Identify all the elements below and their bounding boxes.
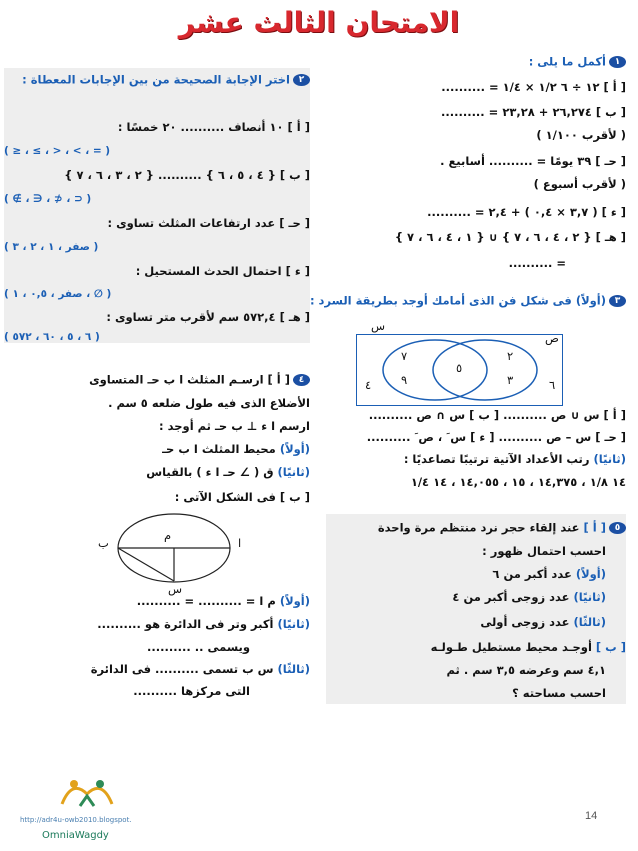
q1-number: ١ — [609, 56, 626, 68]
q5-second: (ثانيًا) عدد زوجى أكبر من ٤ — [452, 590, 606, 604]
q5-a2: احسب احتمال ظهور : — [482, 544, 606, 558]
q4-iii: (ثالثًا) س ب تسمى .......... فى الدائرة — [90, 662, 310, 676]
q2-number: ٢ — [293, 74, 310, 86]
q2-c-options: ( صفر ، ١ ، ٢ ، ٣ ) — [4, 241, 99, 253]
q3-row2: [ حـ ] س – ص .......... [ ء ] س َ ، ص َ .......... — [366, 430, 626, 444]
q4-i: (أولاً) م ا = .......... = .......... — [136, 594, 310, 608]
left-column — [4, 68, 310, 708]
q1-heading: ١أكمل ما يلى : — [529, 56, 626, 68]
footer-url[interactable]: http://adr4u-owb2010.blogspot. — [20, 816, 132, 824]
venn-outer-left: ٤ — [365, 378, 372, 392]
q4-b: [ ب ] فى الشكل الآتى : — [174, 490, 310, 504]
q1-d: [ ء ] ( ٣,٧ × ٠,٤ ) + ٢,٤ = .......... — [427, 205, 626, 219]
q5-third: (ثالثًا) عدد زوجى أولى — [480, 615, 606, 629]
venn-left-1: ٧ — [401, 349, 408, 363]
q4-a2: الأضلاع الذى فيه طول ضلعه ٥ سم . — [108, 396, 310, 410]
venn-left-2: ٩ — [401, 373, 408, 387]
q5-number: ٥ — [609, 522, 626, 534]
point-a-label: ا — [238, 536, 242, 550]
q3-row1: [ أ ] س ∪ ص .......... [ ب ] س ∩ ص .......... — [368, 408, 626, 422]
q3-second-values: ١٤ ١/٨ ، ١٤,٣٧٥ ، ١٥ ، ١٤,٠٥٥ ، ١٤ ١/٤ — [410, 475, 626, 489]
q1-b-note: ( لأقرب ١/١٠٠ ) — [536, 128, 626, 142]
point-m-label: م — [164, 528, 172, 542]
q2-b: [ ب ] { ٤ ، ٥ ، ٦ } .......... { ٢ ، ٣ ، ٦ ، ٧ } — [64, 168, 310, 182]
q2-box — [4, 68, 310, 343]
q2-e-options: ( ٦ ، ٥ ، ٦٠ ، ٥٧٢ ) — [4, 331, 100, 343]
q2-a: [ أ ] ١٠ أنصاف .......... ٢٠ خمسًا : — [117, 120, 310, 134]
q1-e2: = .......... — [508, 256, 566, 270]
q3-number: ٣ — [609, 295, 626, 307]
q2-e: [ هـ ] ٥٧٢,٤ سم لأقرب متر تساوى : — [106, 310, 310, 324]
logo-icon — [52, 774, 122, 814]
venn-label-s: س — [371, 319, 386, 333]
q5-a: ٥[ أ ] عند إلقاء حجر نرد منتظم مرة واحدة — [378, 522, 626, 534]
q3-second: (ثانيًا) رتب الأعداد الآتية ترتيبًا تصاعديًا : — [403, 452, 626, 466]
q5-b3: احسب مساحته ؟ — [512, 686, 606, 700]
venn-diagram — [356, 319, 563, 406]
venn-right-1: ٢ — [507, 349, 514, 363]
set-s-circle — [383, 340, 487, 400]
footer-name: OmniaWagdy — [42, 830, 109, 841]
q5-b: [ ب ] أوجـد محيط مستطيل طـولـه — [430, 640, 626, 654]
q4-first: (أولاً) محيط المثلث ا ب حـ — [162, 442, 310, 456]
point-s-label: س — [168, 582, 183, 596]
q1-e: [ هـ ] { ٢ ، ٤ ، ٦ ، ٧ } ∪ { ١ ، ٤ ، ٦ ، ٧ } — [394, 230, 626, 244]
q3-heading: ٣(أولاً) فى شكل فن الذى أمامك أوجد بطريقة السرد : — [310, 295, 626, 307]
circle-figure — [98, 508, 242, 596]
q5-b2: ٤,١ سم وعرضه ٣,٥ سم . ثم — [446, 663, 606, 677]
footer-logo — [20, 774, 150, 848]
q4-a3: ارسم ا ء ⊥ ب حـ ثم أوجد : — [159, 419, 310, 433]
chord-line — [118, 548, 174, 581]
q2-d-options: ( ∅ ، صفر ، ٠,٥ ، ١ ) — [4, 288, 112, 300]
q4-iii2: التى مركزها .......... — [133, 684, 250, 698]
venn-outer-right: ٦ — [549, 378, 556, 392]
point-b-label: ب — [98, 536, 109, 550]
q4-number: ٤ — [293, 374, 310, 386]
venn-label-p: ص — [545, 331, 559, 345]
q2-d: [ ء ] احتمال الحدث المستحيل : — [135, 264, 310, 278]
right-column — [309, 52, 626, 702]
q4-a: ٤[ أ ] ارسـم المثلث ا ب حـ المتساوى — [89, 374, 310, 386]
q2-b-options: ( ⊂ ، ⊄ ، ∈ ، ∌ ) — [4, 193, 92, 205]
q1-c-note: ( لأقرب أسبوع ) — [533, 177, 626, 191]
venn-mid: ٥ — [456, 361, 463, 375]
q1-b: [ ب ] ٢٦,٢٧٤ + ٢٣,٢٨ = .......... — [440, 105, 626, 119]
q2-c: [ حـ ] عدد ارتفاعات المثلث تساوى : — [107, 216, 310, 230]
q2-heading: ٢اختر الإجابة الصحيحة من بين الإجابات المعطاة : — [22, 74, 310, 86]
circle-svg — [104, 508, 234, 588]
q4-ii2: ويسمى .. .......... — [147, 640, 250, 654]
page-title: الامتحان الثالث عشر — [178, 6, 460, 39]
q5-first: (أولاً) عدد أكبر من ٦ — [492, 567, 606, 581]
q2-a-options: ( = ، > ، < ، ≥ ، ≤ ) — [4, 145, 111, 157]
q1-c: [ حـ ] ٣٩ يومًا = .......... أسابيع . — [440, 154, 626, 168]
set-p-circle — [433, 340, 537, 400]
q4-second: (ثانيًا) ق ( ∠ حـ ا ء ) بالقياس — [146, 465, 310, 479]
q4-ii: (ثانيًا) أكبر وتر فى الدائرة هو .......... — [97, 617, 310, 631]
q1-a: [ أ ] ١٢ ÷ ٦ ١/٢ × ١/٤ = .......... — [441, 80, 626, 94]
page-number: 14 — [585, 810, 598, 822]
venn-right-2: ٣ — [507, 373, 514, 387]
